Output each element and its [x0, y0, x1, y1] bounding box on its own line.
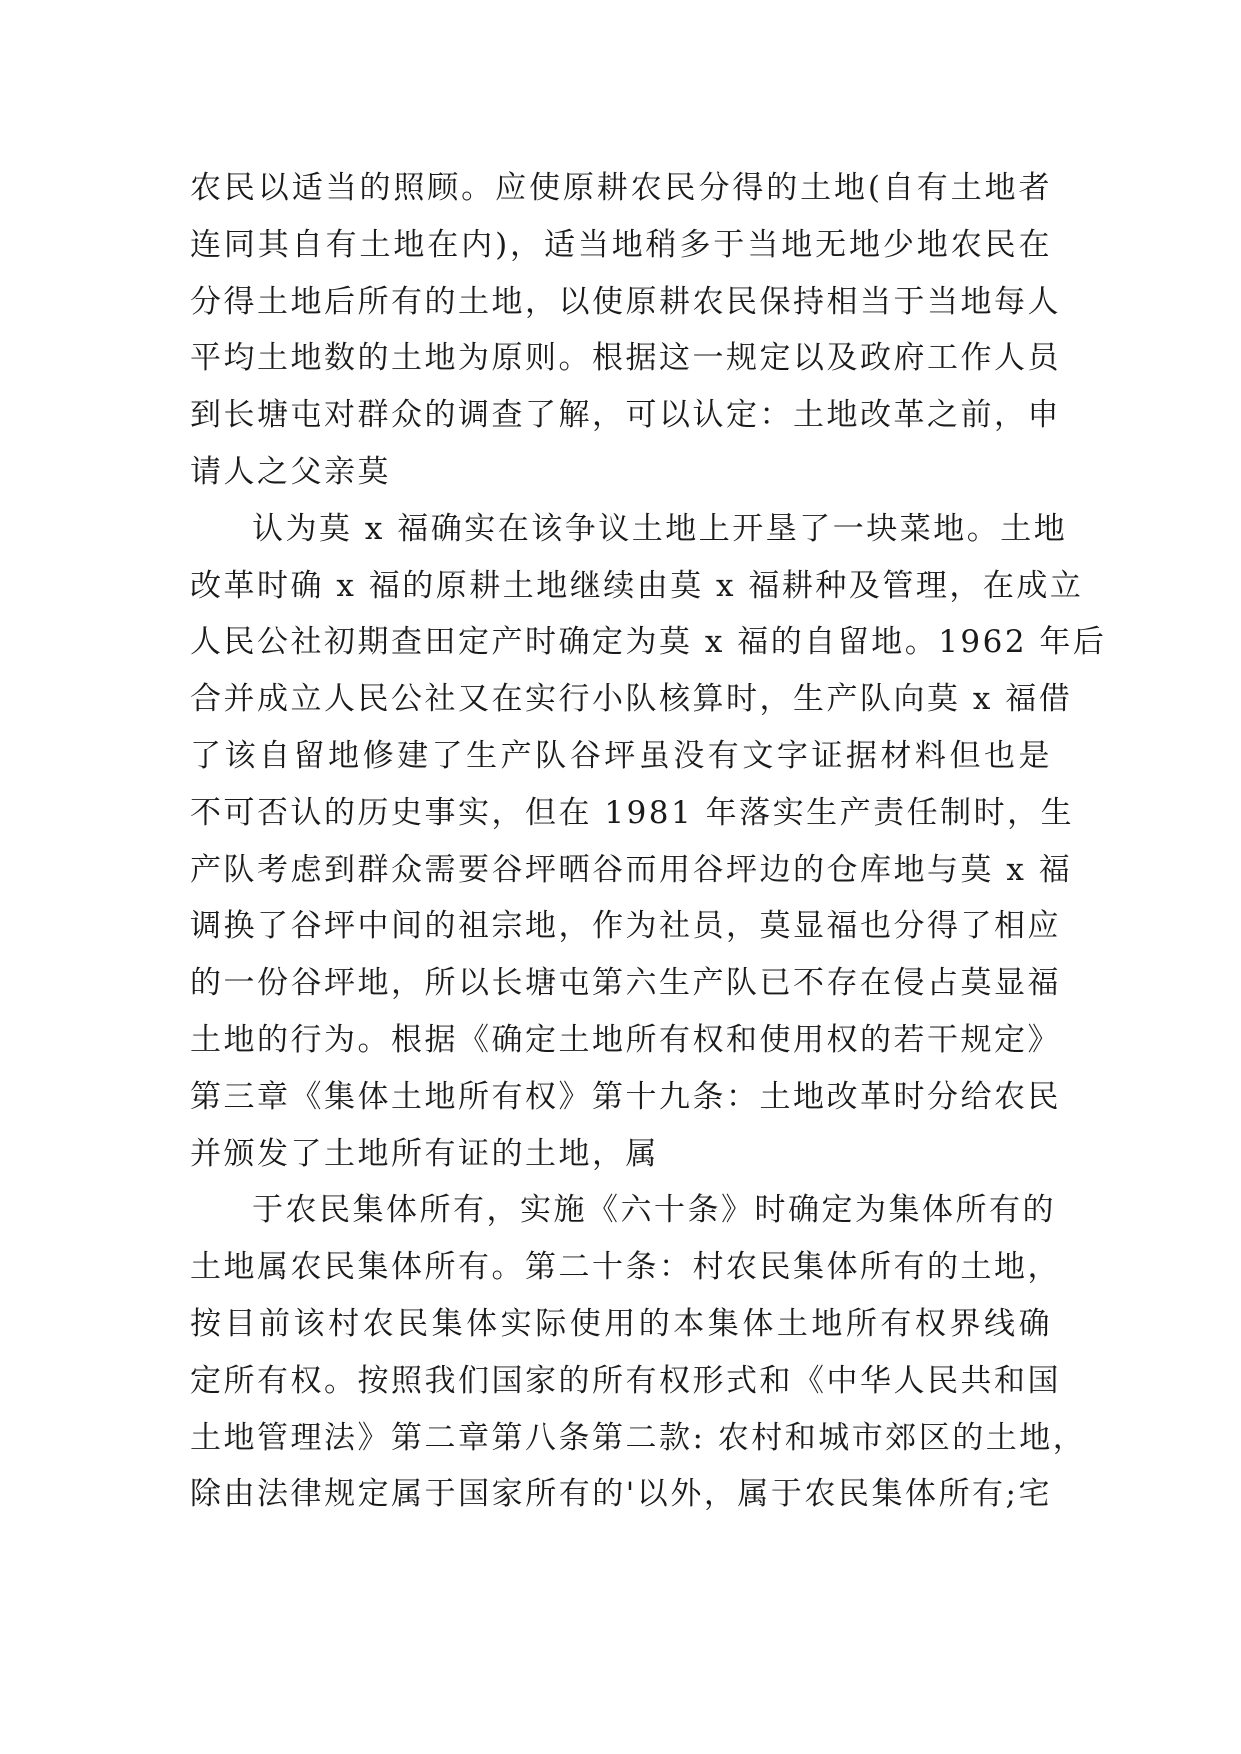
text-line: 土地属农民集体所有。第二十条：村农民集体所有的土地， — [190, 1249, 1061, 1286]
text-line: 到长塘屯对群众的调查了解，可以认定：土地改革之前，申 — [190, 397, 1061, 434]
text-line: 农民以适当的照顾。应使原耕农民分得的土地(自有土地者 — [190, 170, 1052, 206]
text-line: 不可否认的历史事实，但在 1981 年落实生产责任制时，生 — [190, 794, 1075, 831]
paragraph-2 — [190, 501, 1107, 1183]
text-line: 合并成立人民公社又在实行小队核算时，生产队向莫 x 福借 — [190, 681, 1073, 718]
body-text — [190, 160, 1107, 1523]
text-line: 分得土地后所有的土地，以使原耕农民保持相当于当地每人 — [190, 283, 1061, 320]
text-line: 改革时确 x 福的原耕土地继续由莫 x 福耕种及管理，在成立 — [190, 567, 1084, 604]
text-line: 人民公社初期查田定产时确定为莫 x 福的自留地。1962 年后 — [190, 624, 1107, 661]
paragraph-1 — [190, 160, 1061, 501]
text-line: 土地管理法》第二章第八条第二款: 农村和城市郊区的土地， — [190, 1419, 1087, 1456]
text-line: 并颁发了土地所有证的土地，属 — [190, 1135, 659, 1172]
text-line: 定所有权。按照我们国家的所有权形式和《中华人民共和国 — [190, 1362, 1061, 1399]
text-line: 了该自留地修建了生产队谷坪虽没有文字证据材料但也是 — [190, 737, 1052, 774]
text-line: 连同其自有土地在内)，适当地稍多于当地无地少地农民在 — [190, 226, 1052, 263]
text-line: 认为莫 x 福确实在该争议土地上开垦了一块菜地。土地 — [252, 510, 1068, 547]
text-line: 调换了谷坪中间的祖宗地，作为社员，莫显福也分得了相应 — [190, 908, 1061, 945]
text-line: 请人之父亲莫 — [190, 453, 391, 490]
text-line: 的一份谷坪地，所以长塘屯第六生产队已不存在侵占莫显福 — [190, 965, 1061, 1002]
text-line: 于农民集体所有，实施《六十条》时确定为集体所有的 — [252, 1192, 1056, 1229]
text-line: 按目前该村农民集体实际使用的本集体土地所有权界线确 — [190, 1305, 1052, 1342]
text-line: 第三章《集体土地所有权》第十九条：土地改革时分给农民 — [190, 1078, 1061, 1115]
text-line: 平均土地数的土地为原则。根据这一规定以及政府工作人员 — [190, 340, 1061, 377]
text-line: 产队考虑到群众需要谷坪晒谷而用谷坪边的仓库地与莫 x 福 — [190, 851, 1073, 888]
text-line: 土地的行为。根据《确定土地所有权和使用权的若干规定》 — [190, 1021, 1061, 1058]
paragraph-3 — [190, 1182, 1087, 1523]
text-line: 除由法律规定属于国家所有的'以外，属于农民集体所有;宅 — [190, 1476, 1052, 1513]
